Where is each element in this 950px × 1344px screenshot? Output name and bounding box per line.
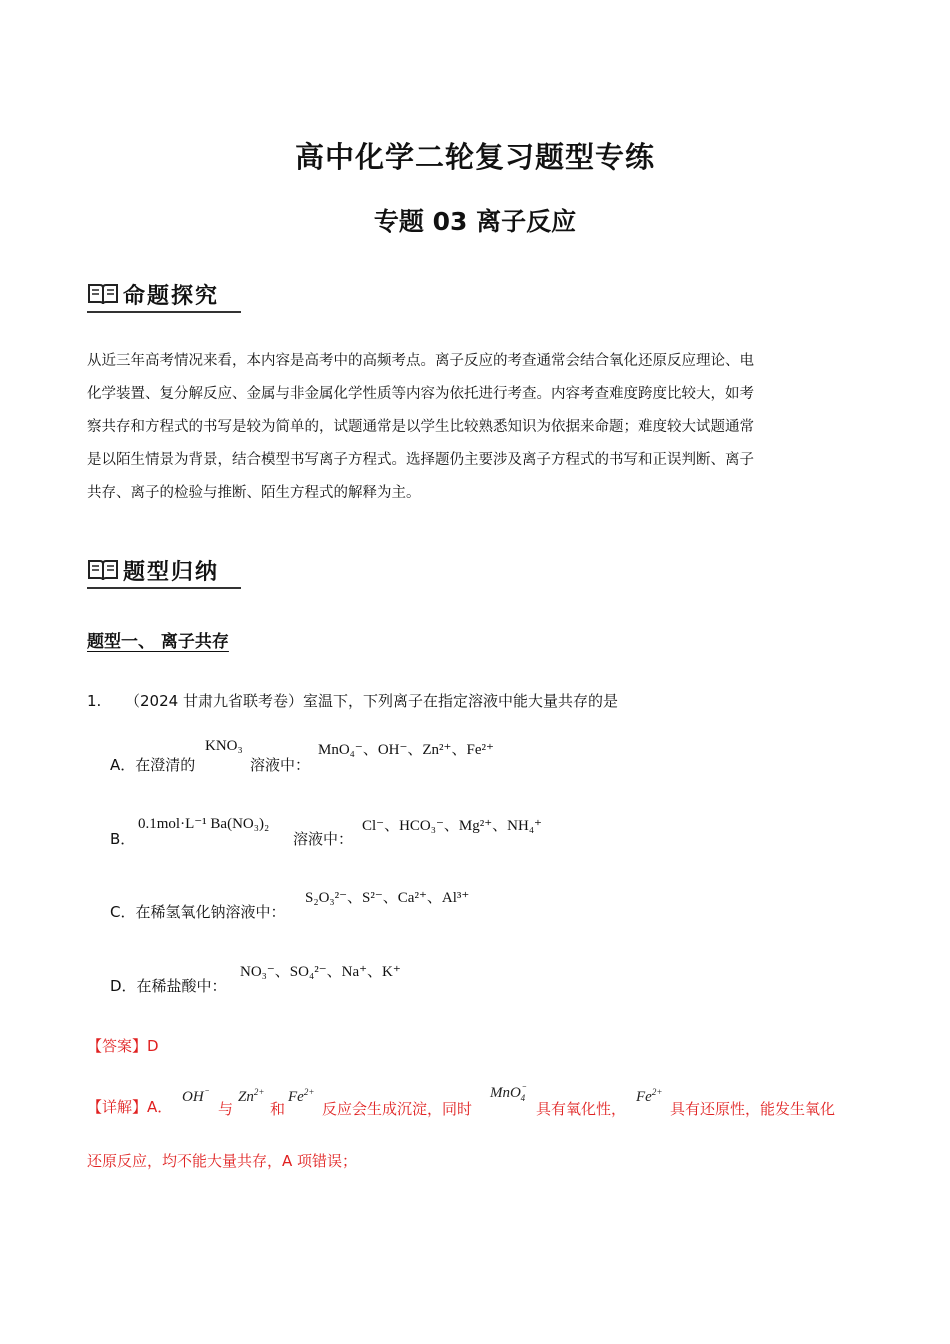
detail-text: 和 (270, 1100, 286, 1118)
option-b-suffix: 溶液中： (293, 830, 354, 848)
detail-text: 具有氧化性， (536, 1100, 627, 1118)
option-label: D．在稀盐酸中： (110, 977, 227, 995)
formula-fe: $Fe^{2+}$ (288, 1087, 315, 1105)
option-a-reagent: KNO₃ (205, 738, 243, 754)
option-d-ions: NO₃⁻、SO₄²⁻、Na⁺、K⁺ (240, 964, 401, 980)
answer-label: 【答案】D (87, 1037, 159, 1055)
formula-fe: $Fe^{2+}$ (636, 1087, 663, 1105)
intro-line: 化学装置、复分解反应、金属与非金属化学性质等内容为依托进行考查。内容考查难度跨度比较大，如考 (87, 386, 754, 402)
detail-text: 具有还原性，能发生氧化 (670, 1100, 836, 1118)
section-header-explore (87, 277, 241, 313)
detail-text: 反应会生成沉淀，同时 (322, 1100, 473, 1118)
option-label: A．在澄清的 (110, 756, 196, 774)
intro-paragraph (87, 345, 862, 510)
question-number: 1. (87, 692, 102, 710)
option-b-ions: Cl⁻、HCO₃⁻、Mg²⁺、NH₄⁺ (362, 818, 542, 834)
detail-line-2: 还原反应，均不能大量共存，A 项错误； (87, 1152, 358, 1170)
type-heading: 题型一、 离子共存 (87, 632, 229, 652)
section-title: 题型归纳 (123, 558, 220, 585)
document-title: 高中化学二轮复习题型专练 (294, 140, 655, 174)
intro-line: 察共存和方程式的书写是较为简单的，试题通常是以学生比较熟悉知识为依据来命题；难度较大试题通常 (87, 419, 754, 435)
formula-oh: OH⁻ (182, 1087, 209, 1105)
question-stem (87, 690, 618, 711)
section-title: 命题探究 (123, 282, 220, 309)
open-book-icon (87, 282, 119, 306)
option-a-suffix: 溶液中： (250, 756, 311, 774)
section-header-summary (87, 553, 241, 589)
formula-mno4: MnO⁻$_4$ (490, 1083, 526, 1103)
intro-line: 是以陌生情景为背景，结合模型书写离子方程式。选择题仍主要涉及离子方程式的书写和正误判断、离子 (87, 452, 754, 468)
open-book-icon (87, 558, 119, 582)
formula-zn: $Zn^{2+}$ (238, 1087, 265, 1105)
detail-prefix: 【详解】A． (87, 1098, 173, 1116)
detail-text: 与 (218, 1100, 234, 1118)
option-b-reagent: 0.1mol·L⁻¹ Ba(NO₃)₂ (138, 816, 270, 832)
option-a-ions: MnO₄⁻、OH⁻、Zn²⁺、Fe²⁺ (318, 742, 494, 758)
option-c-ions: S₂O₃²⁻、S²⁻、Ca²⁺、Al³⁺ (305, 890, 470, 906)
option-d (110, 975, 227, 996)
intro-line: 共存、离子的检验与推断、陌生方程式的解释为主。 (87, 485, 421, 501)
option-label: B． (110, 830, 136, 848)
document-subtitle: 专题 03 离子反应 (373, 207, 577, 236)
option-c (110, 901, 285, 922)
option-label: C．在稀氢氧化钠溶液中： (110, 903, 286, 921)
question-text: （2024 甘肃九省联考卷）室温下，下列离子在指定溶液中能大量共存的是 (125, 692, 618, 710)
option-a (110, 754, 195, 775)
intro-line: 从近三年高考情况来看，本内容是高考中的高频考点。离子反应的考查通常会结合氧化还原反应理论、电 (87, 353, 754, 369)
option-b (110, 828, 135, 849)
